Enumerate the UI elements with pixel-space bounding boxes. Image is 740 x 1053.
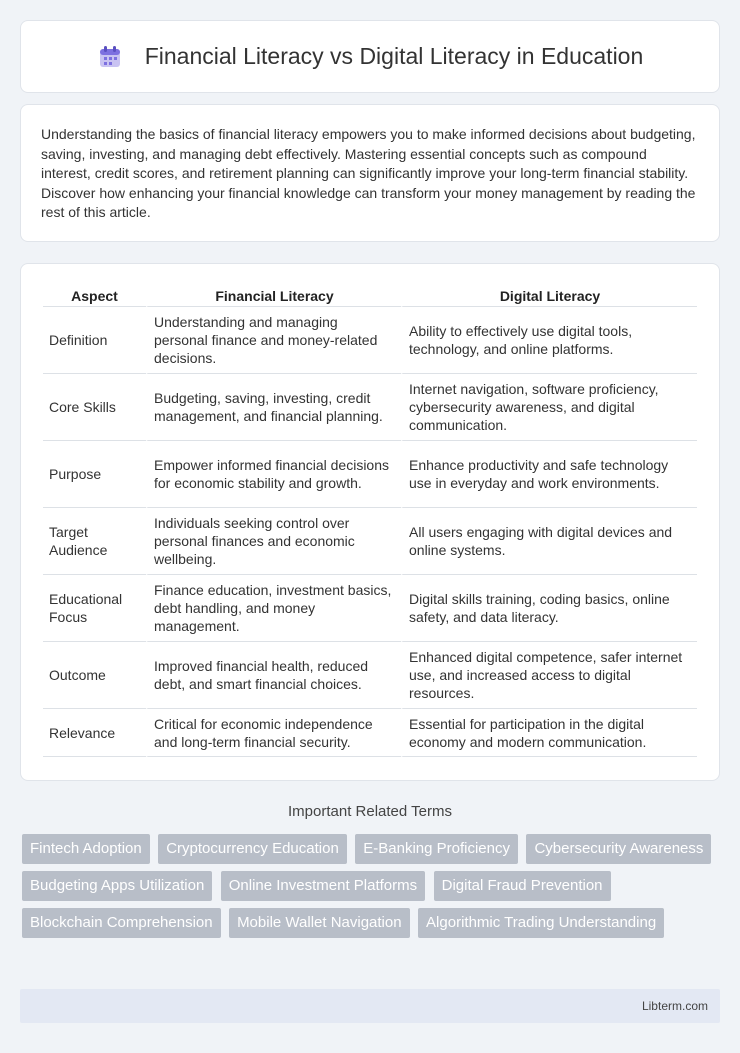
table-row (43, 709, 697, 757)
table-cell: Ability to effectively use digital tools, technology, and online platforms. (401, 307, 697, 374)
table-header-row (43, 284, 697, 307)
title-card (20, 20, 720, 93)
table-cell: Educational Focus (43, 575, 146, 642)
table-cell: Outcome (43, 642, 146, 709)
related-term-tag[interactable]: E-Banking Proficiency (355, 834, 518, 864)
related-term-tag[interactable]: Cybersecurity Awareness (526, 834, 711, 864)
header-aspect: Aspect (43, 284, 146, 307)
table-cell: Enhance productivity and safe technology use in everyday and work environments. (401, 441, 697, 508)
related-term-tag[interactable]: Fintech Adoption (22, 834, 150, 864)
table-cell: Internet navigation, software proficiency, cybersecurity awareness, and digital communication. (401, 374, 697, 441)
table-cell: Critical for economic independence and long-term financial security. (146, 709, 401, 757)
related-term-tag[interactable]: Mobile Wallet Navigation (229, 908, 410, 938)
table-cell: Understanding and managing personal finance and money-related decisions. (146, 307, 401, 374)
related-term-tag[interactable]: Budgeting Apps Utilization (22, 871, 212, 901)
table-row (43, 374, 697, 441)
related-terms-title: Important Related Terms (288, 803, 452, 820)
table-cell: All users engaging with digital devices and online systems. (401, 508, 697, 575)
table-cell: Definition (43, 307, 146, 374)
table-cell: Essential for participation in the digital economy and modern communication. (401, 709, 697, 757)
calendar-icon (97, 44, 123, 70)
table-cell: Core Skills (43, 374, 146, 441)
table-cell: Empower informed financial decisions for economic stability and growth. (146, 441, 401, 508)
related-term-tag[interactable]: Online Investment Platforms (221, 871, 425, 901)
table-cell: Finance education, investment basics, debt handling, and money management. (146, 575, 401, 642)
table-row (43, 642, 697, 709)
page-title: Financial Literacy vs Digital Literacy in Education (144, 43, 644, 69)
table-cell: Budgeting, saving, investing, credit management, and financial planning. (146, 374, 401, 441)
table-cell: Individuals seeking control over personal finances and economic wellbeing. (146, 508, 401, 575)
related-term-tag[interactable]: Algorithmic Trading Understanding (418, 908, 664, 938)
related-term-tag[interactable]: Blockchain Comprehension (22, 908, 221, 938)
table-cell: Digital skills training, coding basics, online safety, and data literacy. (401, 575, 697, 642)
table-cell: Enhanced digital competence, safer internet use, and increased access to digital resources. (401, 642, 697, 709)
footer (20, 989, 720, 1023)
footer-site-link[interactable]: Libterm.com (641, 999, 708, 1013)
table-cell: Purpose (43, 441, 146, 508)
table-cell: Improved financial health, reduced debt, and smart financial choices. (146, 642, 401, 709)
table-row (43, 441, 697, 508)
related-terms-list (22, 834, 722, 945)
table-row (43, 575, 697, 642)
header-financial: Financial Literacy (146, 284, 401, 307)
related-term-tag[interactable]: Cryptocurrency Education (158, 834, 347, 864)
table-cell: Relevance (43, 709, 146, 757)
table-cell: Target Audience (43, 508, 146, 575)
comparison-table-card (20, 263, 720, 781)
table-row (43, 307, 697, 374)
table-row (43, 508, 697, 575)
intro-card (20, 104, 720, 242)
header-digital: Digital Literacy (401, 284, 697, 307)
comparison-table (43, 284, 697, 757)
intro-text: Understanding the basics of financial literacy empowers you to make informed decisions about budgeting, saving, investing, and managing debt effectively. Mastering essential concepts such as compound interest, credit scores, and retirement planning can significantly improve your long-term financial stability. Discover how enhancing your financial knowledge can transform your money management by reading the rest of this article. (41, 126, 696, 220)
related-term-tag[interactable]: Digital Fraud Prevention (434, 871, 611, 901)
